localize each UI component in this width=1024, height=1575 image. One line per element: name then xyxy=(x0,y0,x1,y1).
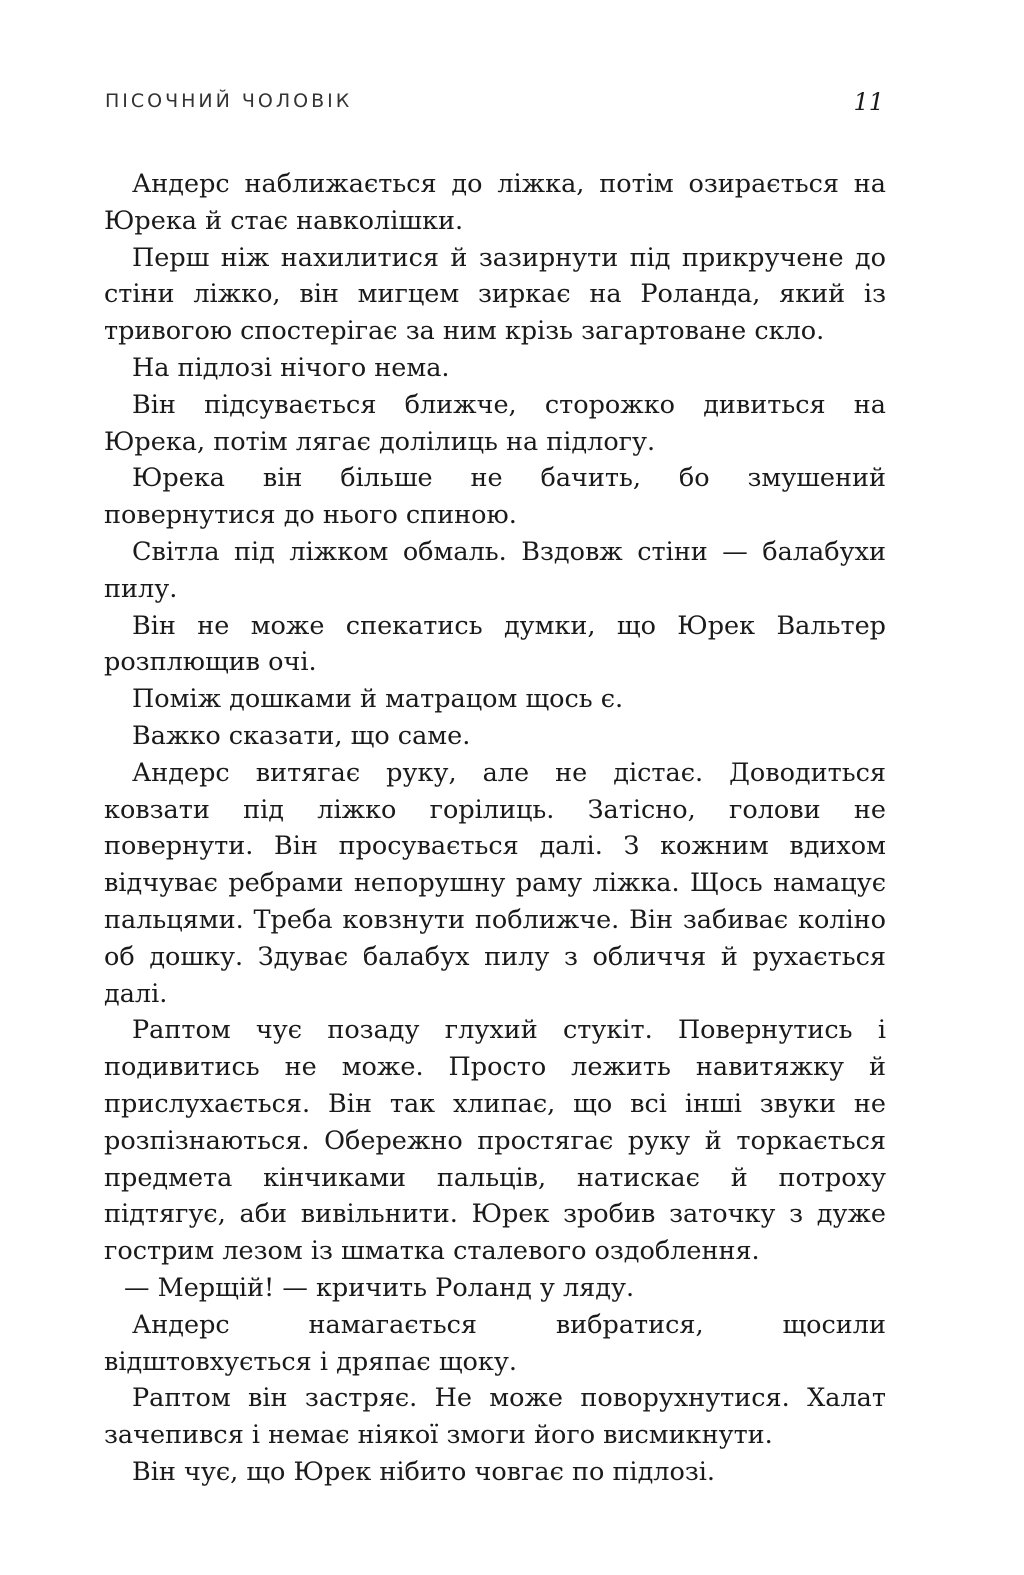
paragraph: На підлозі нічого нема. xyxy=(132,352,450,383)
paragraph: Важко сказати, що саме. xyxy=(132,720,471,751)
paragraph: Раптом він застряє. Не може поворухнутися. Халат зачепився і немає ніякої змоги його висмикнути. xyxy=(104,1383,886,1451)
paragraph: Андерс наближається до ліжка, потім озирається на Юрека й стає навколішки. xyxy=(104,169,886,236)
paragraph: Юрека він більше не бачить, бо змушений повернутися до нього спиною. xyxy=(104,463,886,531)
paragraph: Перш ніж нахилитися й зазирнути під прикручене до стіни ліжко, він мигцем зиркає на Роланда, який із тривогою спостерігає за ним крізь загартоване скло. xyxy=(104,242,886,347)
paragraph: Поміж дошками й матрацом щось є. xyxy=(132,684,624,715)
paragraph: Він підсувається ближче, сторожко дивиться на Юрека, потім лягає долілиць на підлогу. xyxy=(104,389,886,457)
paragraph: Він чує, що Юрек нібито човгає по підлозі. xyxy=(132,1456,716,1487)
body-text xyxy=(104,166,886,1491)
paragraph: Світла під ліжком обмаль. Вздовж стіни — балабухи пилу. xyxy=(104,536,886,604)
paragraph: Андерс витягає руку, але не дістає. Доводиться ковзати під ліжко горілиць. Затісно, голови не повернути. Він просувається далі. З кожним вдихом відчуває ребрами непорушну раму ліжка. Щось намацує пальцями. Треба ковзнути поближче. Він забиває коліно об дошку. Здуває балабух пилу з обличчя й рухається далі. xyxy=(104,757,886,1009)
running-head: ПІСОЧНИЙ ЧОЛОВІК xyxy=(105,90,353,112)
page-number: 11 xyxy=(853,88,884,116)
paragraph: Андерс намагається вибратися, щосили відштовхується і дряпає щоку. xyxy=(104,1309,886,1377)
paragraph: Він не може спекатись думки, що Юрек Вальтер розплющив очі. xyxy=(104,610,886,678)
dialogue-paragraph: — Мерщій! — кричить Роланд у ляду. xyxy=(124,1272,635,1303)
paragraph: Раптом чує позаду глухий стукіт. Повернутись і подивитись не може. Просто лежить навитяжку й прислухається. Він так хлипає, що всі інші звуки не розпізнаються. Обережно простягає руку й торкається предмета кінчиками пальців, натискає й потроху підтягує, аби вивільнити. Юрек зробив заточку з дуже гострим лезом із шматка сталевого оздоблення. xyxy=(104,1015,886,1267)
